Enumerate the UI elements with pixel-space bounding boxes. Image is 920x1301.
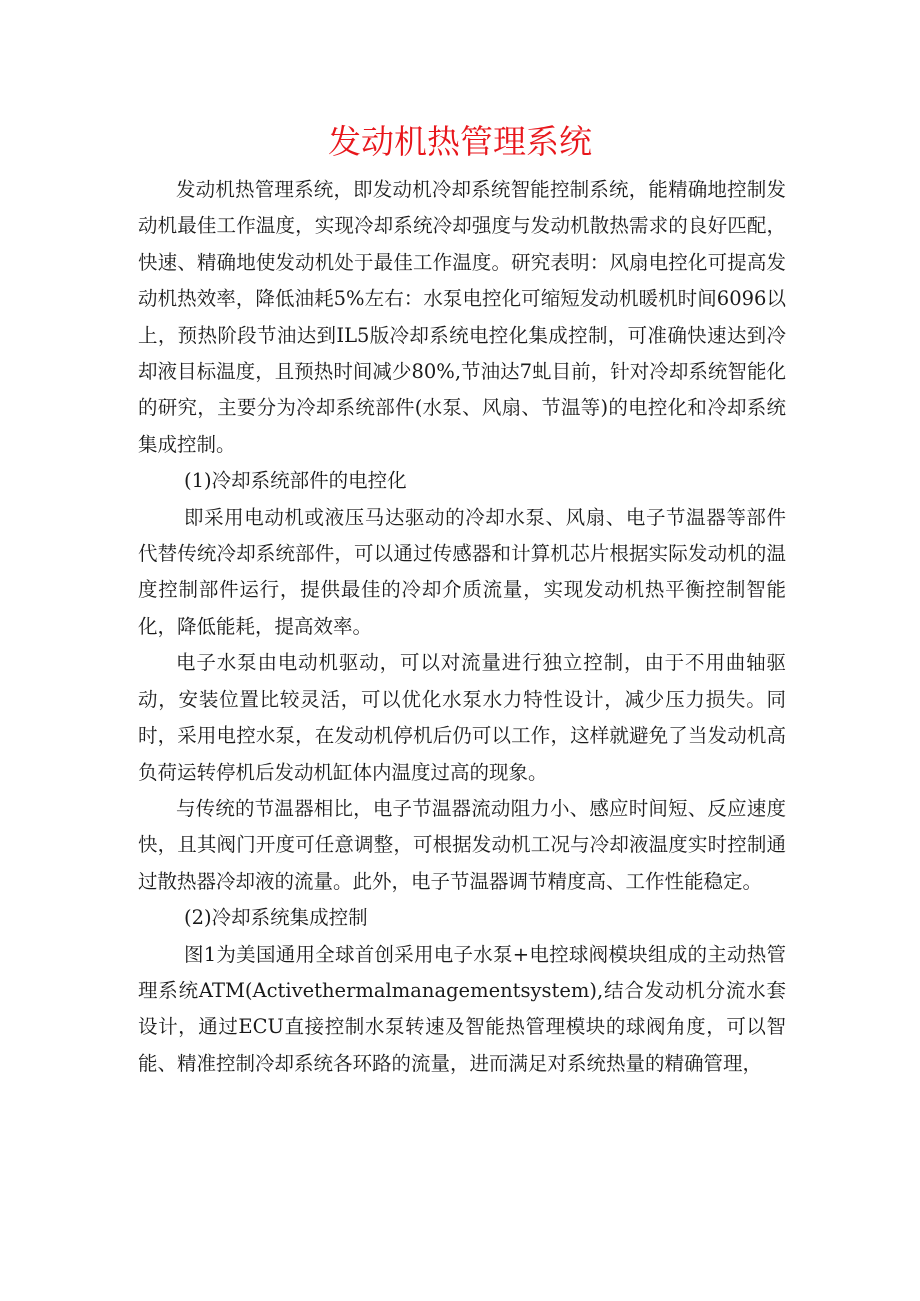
paragraph-component-electrification: 即采用电动机或液压马达驱动的冷却水泵、风扇、电子节温器等部件代替传统冷却系统部件，可以通过传感器和计算机芯片根据实际发动机的温度控制部件运行，提供最佳的冷却介质流量，实现发动机热平衡控制智能化，降低能耗，提高效率。 xyxy=(138,505,786,638)
document-title: 发动机热管理系统 xyxy=(328,122,592,161)
paragraph-electronic-thermostat: 与传统的节温器相比，电子节温器流动阻力小、感应时间短、反应速度快，且其阀门开度可任意调整，可根据发动机工况与冷却液温度实时控制通过散热器冷却液的流量。此外，电子节温器调节精度高、工作性能稳定。 xyxy=(138,796,786,893)
paragraph-integrated-control: 图1为美国通用全球首创采用电子水泵+电控球阀模块组成的主动热管理系统ATM(Activethermalmanagementsystem),结合发动机分流水套设计，通过ECU直接控制水泵转速及智能热管理模块的球阀角度，可以智能、精准控制冷却系统各环路的流量，进而满足对系统热量的精确管理， xyxy=(138,942,786,1075)
section-heading-2: (2)冷却系统集成控制 xyxy=(184,906,368,930)
document-body xyxy=(138,172,786,1082)
paragraph-intro: 发动机热管理系统，即发动机冷却系统智能控制系统，能精确地控制发动机最佳工作温度，实现冷却系统冷却强度与发动机散热需求的良好匹配，快速、精确地使发动机处于最佳工作温度。研究表明：风扇电控化可提高发动机热效率，降低油耗5%左右：水泵电控化可缩短发动机暖机时间6096以上，预热阶段节油达到IL5版冷却系统电控化集成控制，可准确快速达到冷却液目标温度，且预热时间减少80%,节油达7虬目前，针对冷却系统智能化的研究，主要分为冷却系统部件(水泵、风扇、节温等)的电控化和冷却系统集成控制。 xyxy=(138,178,786,456)
section-heading-1: (1)冷却系统部件的电控化 xyxy=(184,469,407,493)
paragraph-electronic-water-pump: 电子水泵由电动机驱动，可以对流量进行独立控制，由于不用曲轴驱动，安装位置比较灵活，可以优化水泵水力特性设计，减少压力损失。同时，采用电控水泵，在发动机停机后仍可以工作，这样就避免了当发动机高负荷运转停机后发动机缸体内温度过高的现象。 xyxy=(138,651,786,784)
